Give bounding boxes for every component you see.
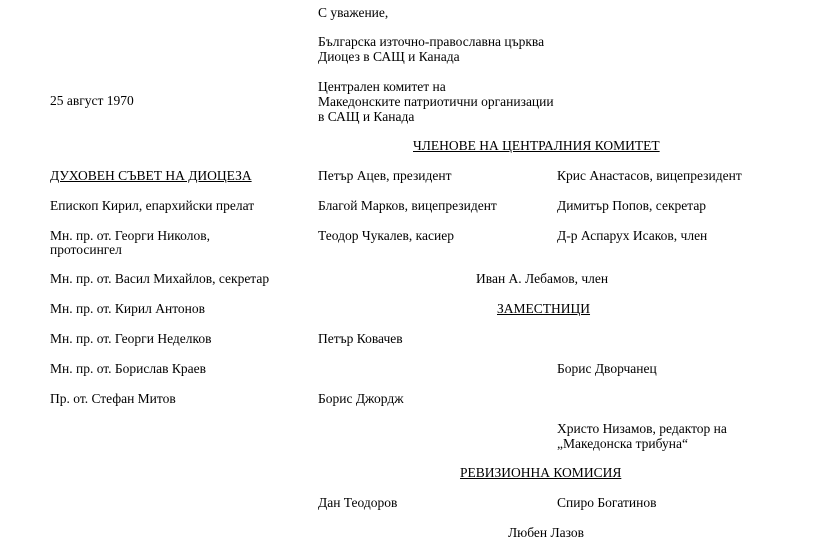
committee-member-right: Крис Анастасов, вицепрезидент: [557, 168, 742, 183]
central-committee-heading: ЧЛЕНОВЕ НА ЦЕНТРАЛНИЯ КОМИТЕТ: [413, 138, 660, 153]
council-member: Мн. пр. от. Борислав Краев: [50, 361, 206, 376]
audit-commission-heading: РЕВИЗИОННА КОМИСИЯ: [460, 465, 622, 480]
committee-member-left: Теодор Чукалев, касиер: [318, 228, 454, 243]
committee-org-line3: в САЩ и Канада: [318, 109, 415, 124]
audit-member: Любен Лазов: [508, 525, 585, 540]
spiritual-council-heading: ДУХОВЕН СЪВЕТ НА ДИОЦЕЗА: [50, 168, 252, 183]
committee-member-center: Иван А. Лебамов, член: [476, 271, 609, 286]
document-date: 25 август 1970: [50, 93, 134, 108]
deputy-member: „Македонска трибуна“: [557, 436, 688, 451]
deputy-member: Петър Ковачев: [318, 331, 403, 346]
audit-member: Дан Теодоров: [318, 495, 398, 510]
diocese-name-line2: Диоцез в САЩ и Канада: [318, 49, 460, 64]
audit-member: Спиро Богатинов: [557, 495, 657, 510]
diocese-name-line1: Българска източно-православна църква: [318, 34, 545, 49]
deputy-member: Борис Дворчанец: [557, 361, 657, 376]
committee-org-line1: Централен комитет на: [318, 79, 446, 94]
committee-org-line2: Македонските патриотични организации: [318, 94, 554, 109]
committee-member-right: Димитър Попов, секретар: [557, 198, 707, 213]
council-member: Мн. пр. от. Георги Неделков: [50, 331, 212, 346]
council-member: Мн. пр. от. Георги Николов,: [50, 228, 210, 243]
council-member: Мн. пр. от. Кирил Антонов: [50, 301, 206, 316]
closing-salutation: С уважение,: [318, 5, 389, 20]
committee-member-left: Благой Марков, вицепрезидент: [318, 198, 497, 213]
deputy-member: Христо Низамов, редактор на: [557, 421, 727, 436]
council-member: Мн. пр. от. Васил Михайлов, секретар: [50, 271, 270, 286]
council-member: Пр. от. Стефан Митов: [50, 391, 176, 406]
committee-member-right: Д-р Аспарух Исаков, член: [557, 228, 708, 243]
deputies-heading: ЗАМЕСТНИЦИ: [497, 301, 591, 316]
council-member: протосингел: [50, 242, 122, 257]
committee-member-left: Петър Ацев, президент: [318, 168, 452, 183]
deputy-member: Борис Джордж: [318, 391, 404, 406]
council-member: Епископ Кирил, епархийски прелат: [50, 198, 255, 213]
